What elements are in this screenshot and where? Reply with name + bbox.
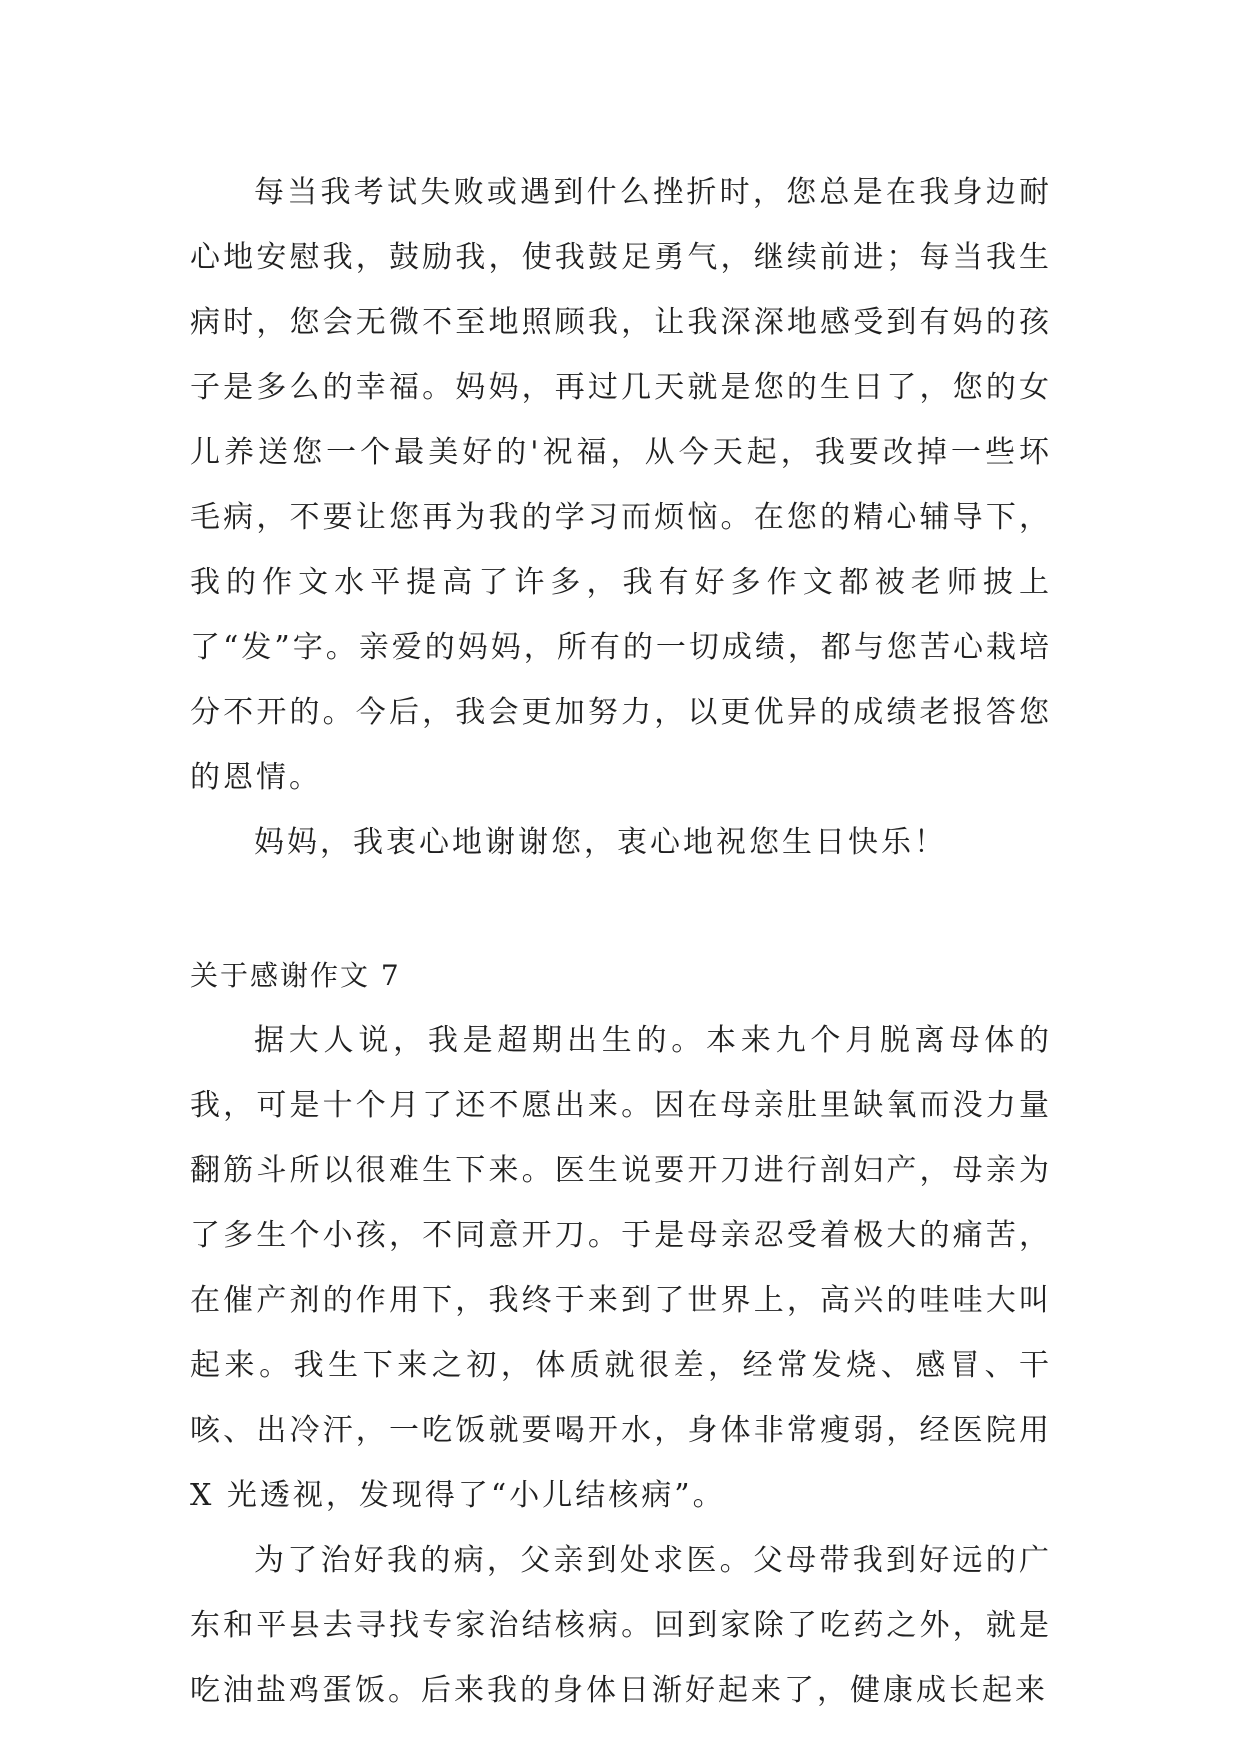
paragraph-birthday-wish: 妈妈，我衷心地谢谢您，衷心地祝您生日快乐！ xyxy=(254,825,947,860)
paragraph-birth-story: 据大人说，我是超期出生的。本来九个月脱离母体的我，可是十个月了还不愿出来。因在母亲肚里缺氧而没力量翻筋斗所以很难生下来。医生说要开刀进行剖妇产，母亲为了多生个小孩，不同意开刀。于是母亲忍受着极大的痛苦，在催产剂的作用下，我终于来到了世界上，高兴的哇哇大叫起来。我生下来之初，体质就很差，经常发烧、感冒、干咳、出冷汗，一吃饭就要喝开水，身体非常瘦弱，经医院用 X 光透视，发现得了“小儿结核病”。 xyxy=(190,1023,1052,1513)
paragraph-treatment: 为了治好我的病，父亲到处求医。父母带我到好远的广东和平县去寻找专家治结核病。回到家除了吃药之外，就是吃油盐鸡蛋饭。后来我的身体日渐好起来了，健康成长起来 xyxy=(190,1543,1052,1708)
paragraph-mother-comfort: 每当我考试失败或遇到什么挫折时，您总是在我身边耐心地安慰我，鼓励我，使我鼓足勇气，继续前进；每当我生病时，您会无微不至地照顾我，让我深深地感受到有妈的孩子是多么的幸福。妈妈，再过几天就是您的生日了，您的女儿养送您一个最美好的'祝福，从今天起，我要改掉一些坏毛病，不要让您再为我的学习而烦恼。在您的精心辅导下，我的作文水平提高了许多，我有好多作文都被老师披上了“发”字。亲爱的妈妈，所有的一切成绩，都与您苦心栽培分不开的。今后，我会更加努力，以更优异的成绩老报答您的恩情。 xyxy=(190,175,1052,795)
document-body xyxy=(190,160,1052,1723)
section-heading: 关于感谢作文 7 xyxy=(190,959,401,992)
